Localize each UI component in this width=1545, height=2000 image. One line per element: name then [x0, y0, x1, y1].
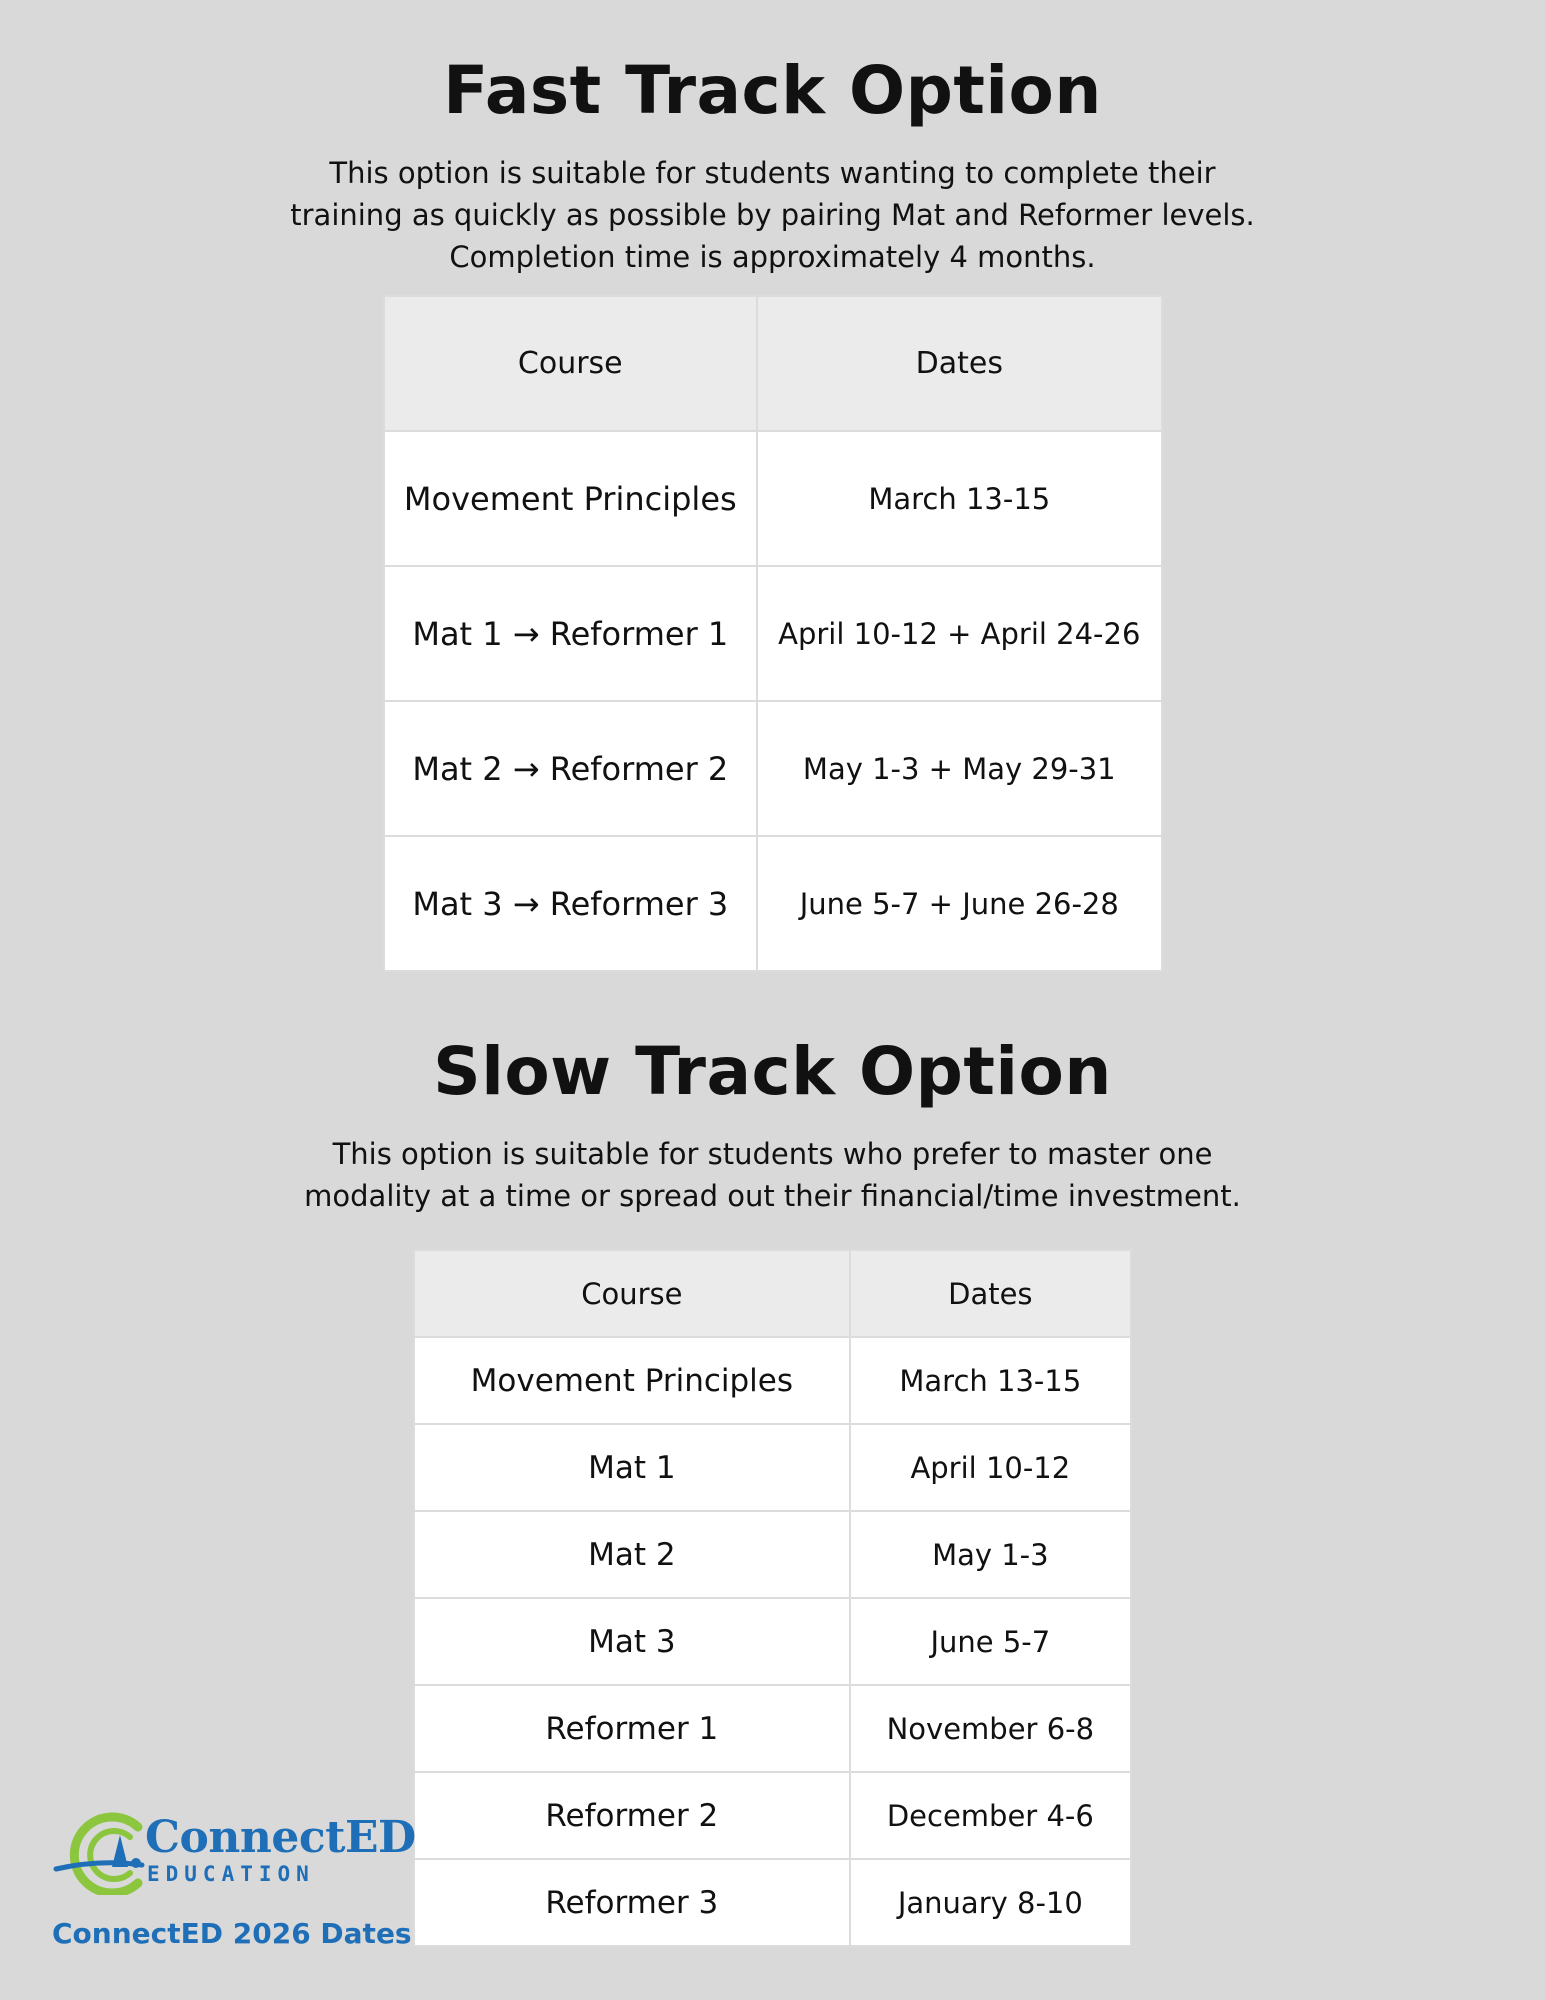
fast-description-line: This option is suitable for students wanting to complete their [329, 156, 1216, 190]
slow-description-line: modality at a time or spread out their financial/time investment. [304, 1179, 1241, 1213]
logo-subtitle: EDUCATION [147, 1862, 315, 1886]
column-header-dates: Dates [850, 1250, 1131, 1337]
table-row [414, 1424, 1131, 1511]
dates-cell: April 10-12 + April 24-26 [757, 566, 1162, 701]
table-row [414, 1859, 1131, 1946]
course-cell: Mat 3 [414, 1598, 850, 1685]
course-cell: Mat 2 → Reformer 2 [384, 701, 757, 836]
fast-track-description [0, 152, 1545, 278]
dates-cell: April 10-12 [850, 1424, 1131, 1511]
course-cell: Reformer 1 [414, 1685, 850, 1772]
table-row [384, 836, 1162, 971]
course-cell: Mat 2 [414, 1511, 850, 1598]
table-row [414, 1598, 1131, 1685]
course-cell: Reformer 2 [414, 1772, 850, 1859]
footer-label: ConnectED 2026 Dates [52, 1917, 412, 1950]
slow-track-description [0, 1133, 1545, 1217]
logo-green-arc [74, 1817, 138, 1893]
dates-cell: November 6-8 [850, 1685, 1131, 1772]
dates-cell: March 13-15 [757, 431, 1162, 566]
slow-track-table [413, 1249, 1132, 1947]
table-row [414, 1772, 1131, 1859]
table-row [384, 701, 1162, 836]
course-cell: Reformer 3 [414, 1859, 850, 1946]
table-row [414, 1337, 1131, 1424]
course-cell: Mat 3 → Reformer 3 [384, 836, 757, 971]
table-header-row [384, 296, 1162, 431]
fast-track-table [383, 295, 1163, 972]
table-row [414, 1511, 1131, 1598]
column-header-dates: Dates [757, 296, 1162, 431]
slow-track-title: Slow Track Option [433, 1033, 1112, 1110]
course-cell: Movement Principles [384, 431, 757, 566]
table-row [414, 1685, 1131, 1772]
logo-swoosh [56, 1863, 142, 1869]
course-cell: Mat 1 [414, 1424, 850, 1511]
table-header-row [414, 1250, 1131, 1337]
fast-track-title: Fast Track Option [443, 52, 1102, 129]
column-header-course: Course [414, 1250, 850, 1337]
dates-cell: June 5-7 + June 26-28 [757, 836, 1162, 971]
dates-cell: December 4-6 [850, 1772, 1131, 1859]
dates-cell: May 1-3 [850, 1511, 1131, 1598]
logo-name: ConnectED [145, 1812, 416, 1863]
dates-cell: January 8-10 [850, 1859, 1131, 1946]
course-cell: Movement Principles [414, 1337, 850, 1424]
dates-cell: March 13-15 [850, 1337, 1131, 1424]
dates-cell: June 5-7 [850, 1598, 1131, 1685]
slow-description-line: This option is suitable for students who prefer to master one [332, 1137, 1213, 1171]
course-cell: Mat 1 → Reformer 1 [384, 566, 757, 701]
table-row [384, 566, 1162, 701]
column-header-course: Course [384, 296, 757, 431]
table-row [384, 431, 1162, 566]
fast-description-line: training as quickly as possible by pairing Mat and Reformer levels. [290, 198, 1255, 232]
fast-description-line: Completion time is approximately 4 months. [449, 240, 1096, 274]
dates-cell: May 1-3 + May 29-31 [757, 701, 1162, 836]
